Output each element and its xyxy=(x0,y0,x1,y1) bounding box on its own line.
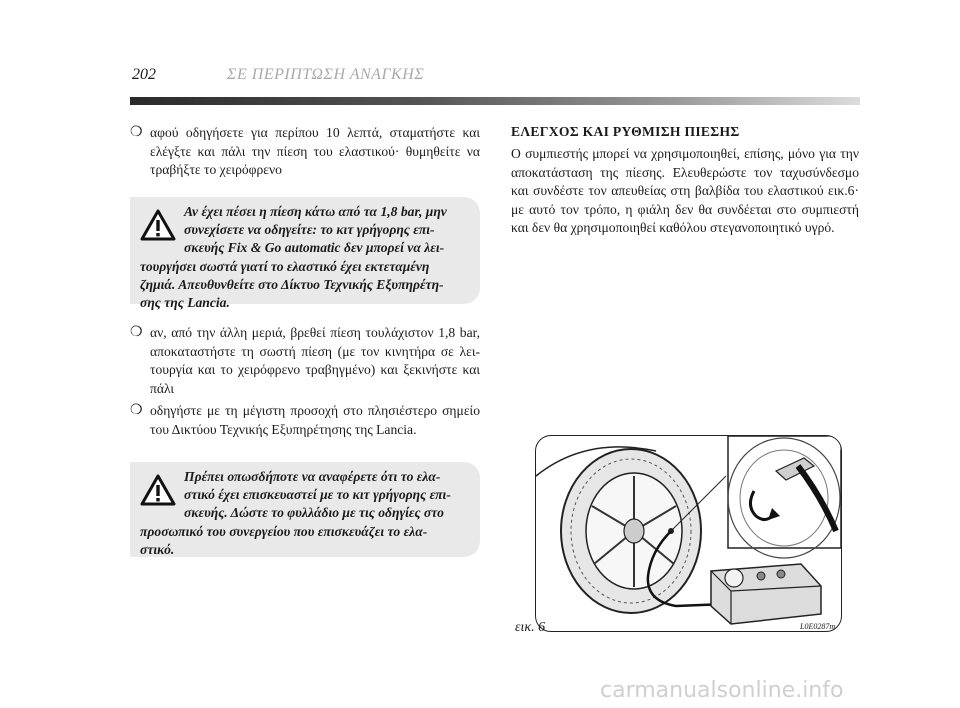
bullet-item-pressure-ok xyxy=(130,324,480,398)
warning-line: προσωπικό του συνεργείου που επισκευάζει το ελα- xyxy=(140,523,428,539)
warning-line: ζημιά. Απευθυνθείτε στο Δίκτυο Τεχνικής Εξυπηρέτη- xyxy=(140,276,444,292)
figure-compressor-illustration xyxy=(535,435,842,632)
site-watermark: carmanualsonline.info xyxy=(600,678,844,703)
warning-line: στικό έχει επισκευαστεί με το κιτ γρήγορης επι- xyxy=(184,487,451,503)
warning-triangle-icon xyxy=(140,474,176,506)
section-heading: ΕΛΕΓΧΟΣ ΚΑΙ ΡΥΘΜΙΣΗ ΠΙΕΣΗΣ xyxy=(511,124,740,139)
figure-code: L0E0287m xyxy=(800,622,836,631)
warning-line: σκευής Fix & Go automatic δεν μπορεί να λει- xyxy=(184,240,445,256)
detail-inset xyxy=(728,436,841,548)
warning-box-report-repair xyxy=(130,462,480,557)
warning-triangle-icon xyxy=(140,209,176,241)
section-body: Ο συμπιεστής μπορεί να χρησιμοποιηθεί, επίσης, μόνο για την αποκατάσταση της πίεσης. Ελευθερώστε τον ταχυσύνδεσμο και συνδέστε τον απευθείας στη βαλβίδα του ελαστικού εικ.6· με αυτό τον τρόπο, η φιάλη δεν θα συνδέεται στο συμπιεστή και δεν θα χρησιμοποιηθεί καθόλου στεγανοποιητικό υγρό. xyxy=(511,146,859,235)
pressure-gauge-icon xyxy=(725,569,743,587)
compressor-unit xyxy=(711,564,821,624)
bullet-text: αν, από την άλλη μεριά, βρεθεί πίεση τουλάχιστον 1,8 bar, αποκαταστήστε τη σωστή πίεση (με τον κινητήρα σε λει- τουργία και το χειρόφρενο τραβηγμένο) και ξεκινήστε και πάλι xyxy=(150,325,480,396)
bullet-marker: ❍ xyxy=(130,325,143,340)
tyre-compressor-drawing xyxy=(536,436,841,631)
warning-line: Πρέπει οπωσδήποτε να αναφέρετε ότι το ελα- xyxy=(184,469,441,484)
figure-caption: εικ. 6 xyxy=(515,620,546,635)
bullet-marker: ❍ xyxy=(130,403,143,418)
bullet-item-drive-carefully xyxy=(130,402,480,439)
bullet-marker: ❍ xyxy=(130,125,143,140)
warning-line: σκευής. Δώστε το φυλλάδιο με τις οδηγίες στο xyxy=(184,505,444,521)
running-title: ΣΕ ΠΕΡΙΠΤΩΣΗ ΑΝΑΓΚΗΣ xyxy=(227,66,425,83)
warning-line: στικό. xyxy=(140,541,175,557)
warning-line: τουργήσει σωστά γιατί το ελαστικό έχει εκτεταμένη xyxy=(140,258,430,274)
warning-box-pressure-low xyxy=(130,197,480,311)
bullet-text: αφού οδηγήσετε για περίπου 10 λεπτά, σταματήστε και ελέγξτε και πάλι την πίεση του ελαστικού· θυμηθείτε να τραβήξτε το χειρόφρενο xyxy=(150,125,480,177)
page-number: 202 xyxy=(132,66,156,83)
header-rule xyxy=(130,97,860,105)
warning-line: σης της Lancia. xyxy=(140,295,230,311)
bullet-item-drive-check xyxy=(130,124,480,180)
wheel-hub xyxy=(624,519,644,543)
bullet-text: οδηγήστε με τη μέγιστη προσοχή στο πλησιέστερο σημείο του Δικτύου Τεχνικής Εξυπηρέτησης της Lancia. xyxy=(150,403,480,437)
warning-line: Αν έχει πέσει η πίεση κάτω από τα 1,8 bar, μην xyxy=(184,204,447,219)
warning-line: συνεχίσετε να οδηγείτε: το κιτ γρήγορης επι- xyxy=(184,222,435,238)
